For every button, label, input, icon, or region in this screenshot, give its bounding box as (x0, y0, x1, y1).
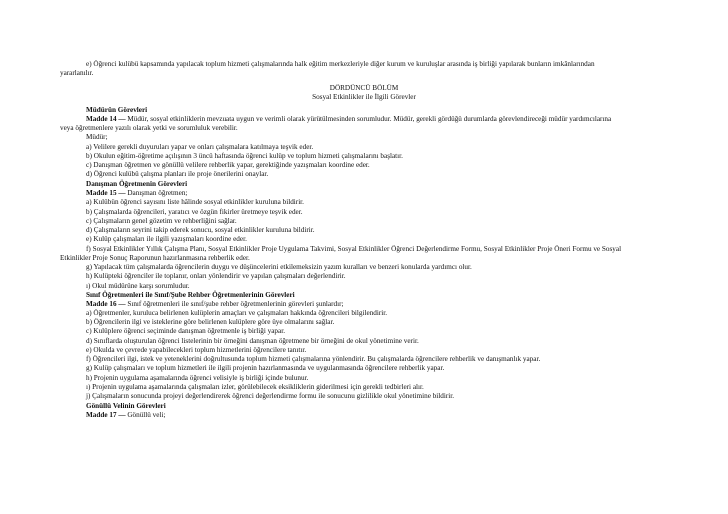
section-title: Gönüllü Velinin Görevleri (86, 402, 166, 410)
intro-paragraph-line: e) Öğrenci kulübü kapsamında yapılacak toplum hizmeti çalışmalarında halk eğitim merkezleriyle diğer kurum ve kuruluşlar arasında iş birliği yapılarak bunların imkânlarından (86, 60, 595, 68)
article-line (86, 411, 165, 420)
list-item: h) Projenin uygulama aşamalarında öğrenci velisiyle iş birliği içinde bulunur. (86, 374, 309, 382)
list-item: c) Danışman öğretmen ve gönüllü velilere rehberlik yapar, gerektiğinde yazışmaları koordine eder. (86, 161, 370, 169)
list-item: h) Kulüpteki öğrenciler ile toplanır, onları yönlendirir ve yapılan çalışmaları değerlendirir. (86, 272, 346, 280)
list-item: j) Çalışmaların sonucunda projeyi değerlendirerek öğrenci değerlendirme formu ile sonucunu gizlilikle okul yönetimine bildirir. (86, 392, 455, 400)
section-title: Danışman Öğretmenin Görevleri (86, 180, 188, 188)
intro-paragraph-line: yararlanılır. (60, 69, 94, 77)
article-line (86, 300, 344, 309)
section-title: Sınıf Öğretmenleri ile Sınıf/Şube Rehber Öğretmenlerinin Görevleri (86, 291, 295, 299)
list-item: a) Velilere gerekli duyuruları yapar ve onları çalışmalara katılmaya teşvik eder. (86, 143, 314, 151)
list-item: ı) Projenin uygulama aşamalarında çalışmaları izler, görülebilecek eksikliklerin giderilmesi için gerekli tedbirleri alır. (86, 383, 424, 391)
list-item: e) Okulda ve çevrede yapabilecekleri toplum hizmetlerini öğrencilere tanıtır. (86, 346, 307, 354)
section-title: Müdürün Görevleri (86, 106, 148, 114)
article-label: Madde 17 — (86, 411, 126, 419)
article-text: Sınıf öğretmenleri ile sınıf/şube rehber öğretmenlerinin görevleri şunlardır; (125, 300, 344, 308)
article-text: Gönüllü veli; (125, 411, 166, 419)
list-item: b) Çalışmalarda öğrencileri, yaratıcı ve özgün fikirler üretmeye teşvik eder. (86, 208, 303, 216)
list-item-continuation: Etkinlikler Proje Sonuç Raporunun hazırlanmasına rehberlik eder. (60, 254, 250, 262)
article-label: Madde 15 — (86, 189, 126, 197)
list-item: g) Yapılacak tüm çalışmalarda öğrencilerin duygu ve düşüncelerini etkilemeksizin yazım kuralları ve benzeri konularda yardımcı olur. (86, 263, 472, 271)
list-item: b) Öğrencilerin ilgi ve isteklerine göre belirlenen kulüplere göre üye olmalarını sağlar. (86, 318, 335, 326)
list-item: d) Çalışmaların seyrini takip ederek sonucu, sosyal etkinlikler kuruluna bildirir. (86, 226, 315, 234)
list-item: d) Sınıflarda oluşturulan öğrenci listelerinin bir örneğini danışman öğretmene bir örneğini de okul yönetimine verir. (86, 337, 419, 345)
list-item: e) Kulüp çalışmaları ile ilgili yazışmaları koordine eder. (86, 235, 247, 243)
article-line (86, 115, 611, 124)
article-label: Madde 14 — (86, 115, 126, 123)
list-item: c) Çalışmaların genel gözetim ve rehberliğini sağlar. (86, 217, 237, 225)
list-item: a) Öğretmenler, kuruluca belirlenen kulüplerin amaçları ve çalışmaları hakkında öğrencileri bilgilendirir. (86, 309, 388, 317)
list-item: ı) Okul müdürüne karşı sorumludur. (86, 282, 190, 290)
chapter-subheading: Sosyal Etkinlikler ile İlgili Görevler (312, 93, 416, 101)
article-intro: Müdür; (86, 133, 108, 141)
article-text: Müdür, sosyal etkinliklerin mevzuata uygun ve verimli olarak yürütülmesinden sorumludur. Müdür, gerekli gördüğü durumlarda görevlendireceği müdür yardımcılarına (125, 115, 612, 123)
list-item: f) Sosyal Etkinlikler Yıllık Çalışma Planı, Sosyal Etkinlikler Proje Uygulama Takvimi, Sosyal Etkinlikler Öğrenci Değerlendirme Formu, Sosyal Etkinlikler Proje Öneri Formu ve Sosyal (86, 245, 622, 253)
list-item: a) Kulübün öğrenci sayısını liste hâlinde sosyal etkinlikler kuruluna bildirir. (86, 198, 304, 206)
list-item: f) Öğrencileri ilgi, istek ve yeteneklerini doğrultusunda toplum hizmeti çalışmalarına yönlendirir. Bu çalışmalarda öğrencilere rehberlik ve danışmanlık yapar. (86, 355, 541, 363)
article-continuation: veya öğretmenlere yazılı olarak yetki ve sorumluluk verebilir. (60, 124, 238, 132)
article-text: Danışman öğretmen; (125, 189, 188, 197)
list-item: c) Kulüplere öğrenci seçiminde danışman öğretmenle iş birliği yapar. (86, 327, 285, 335)
list-item: g) Kulüp çalışmaları ve toplum hizmetleri ile ilgili projenin hazırlanmasında ve uygulanmasında öğrencilere rehberlik yapar. (86, 364, 445, 372)
list-item: d) Öğrenci kulübü çalışma planları ile proje önerilerini onaylar. (86, 170, 269, 178)
article-line (86, 189, 187, 198)
article-label: Madde 16 — (86, 300, 126, 308)
list-item: b) Okulun eğitim-öğretime açılışının 3 üncü haftasında öğrenci kulüp ve toplum hizmeti çalışmalarını başlatır. (86, 152, 403, 160)
chapter-heading: DÖRDÜNCÜ BÖLÜM (329, 84, 399, 92)
